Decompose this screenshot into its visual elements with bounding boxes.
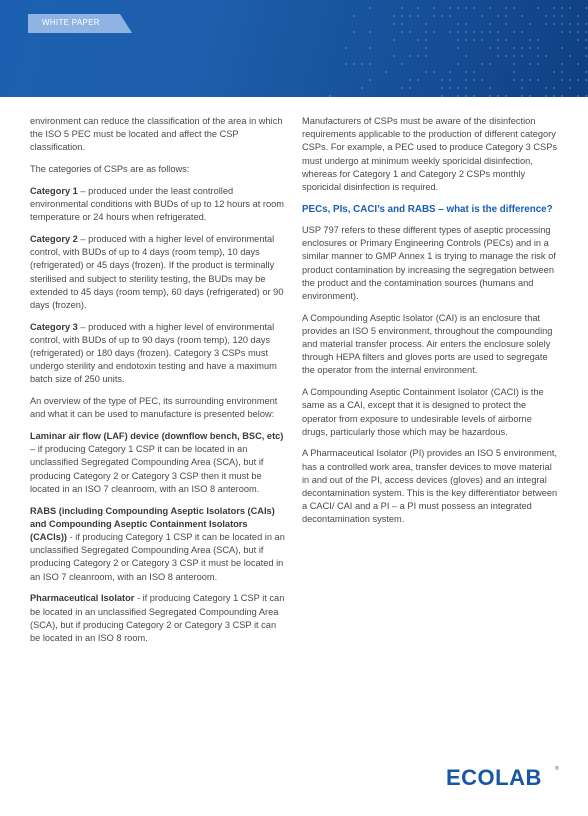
pattern-dot bbox=[529, 95, 531, 97]
pattern-dot bbox=[545, 95, 547, 97]
pattern-dot bbox=[561, 71, 563, 73]
pattern-dot bbox=[465, 31, 467, 33]
pattern-dot bbox=[353, 15, 355, 17]
pattern-dot bbox=[457, 47, 459, 49]
pattern-dot bbox=[457, 63, 459, 65]
category-2-label: Category 2 bbox=[30, 233, 78, 244]
pattern-dot bbox=[545, 15, 547, 17]
pattern-dot bbox=[505, 55, 507, 57]
usp797-paragraph: USP 797 refers to these different types of aseptic processing enclosures or Primary Engineering Controls (PECs) and in a similar manner to GMP Annex 1 is trying to manage the risk of product contamination by increasing the segregation between the product and the contamination sources (humans and environment). bbox=[302, 224, 556, 301]
pattern-dot bbox=[425, 47, 427, 49]
pattern-dot bbox=[585, 95, 587, 97]
laf-paragraph bbox=[30, 430, 286, 496]
pattern-dot bbox=[457, 31, 459, 33]
pattern-dot bbox=[481, 63, 483, 65]
pattern-dot bbox=[361, 87, 363, 89]
pattern-dot bbox=[401, 31, 403, 33]
pattern-dot bbox=[513, 63, 515, 65]
category-3-text: – produced with a higher level of environmental control, with BUDs of up to 90 days (room temp), 120 days (refrigerated) or 180 days (frozen). Category 3 CSPs must undergo sterility and endotoxin testing and have a maximum batch size of 250 units. bbox=[30, 321, 277, 385]
pattern-dot bbox=[537, 63, 539, 65]
pattern-dot bbox=[553, 71, 555, 73]
pattern-dot bbox=[569, 55, 571, 57]
categories-intro: The categories of CSPs are as follows: bbox=[30, 164, 190, 175]
pattern-dot bbox=[577, 23, 579, 25]
disinfection-paragraph: Manufacturers of CSPs must be aware of the disinfection requirements applicable to the production of different category CSPs. For example, a PEC used to produce Category 3 CSPs must undergo at minimum weekly sporicidal disinfection, whereas for Category 1 and Category 2 CSPs monthly sporicidal disinfection is required. bbox=[302, 116, 558, 193]
pattern-dot bbox=[329, 95, 331, 97]
rabs-paragraph bbox=[30, 505, 286, 584]
pattern-dot bbox=[409, 87, 411, 89]
pattern-dot bbox=[577, 15, 579, 17]
laf-label: Laminar air flow (LAF) device (downflow bench, BSC, etc) bbox=[30, 431, 284, 442]
pattern-dot bbox=[513, 31, 515, 33]
pattern-dot bbox=[537, 7, 539, 9]
pattern-dot bbox=[457, 23, 459, 25]
pattern-dot bbox=[457, 95, 459, 97]
pattern-dot bbox=[449, 71, 451, 73]
pattern-dot bbox=[417, 7, 419, 9]
pattern-dot bbox=[393, 15, 395, 17]
pattern-dot bbox=[385, 71, 387, 73]
pattern-dot bbox=[513, 55, 515, 57]
pattern-dot bbox=[345, 63, 347, 65]
pattern-dot bbox=[529, 63, 531, 65]
pattern-dot bbox=[521, 95, 523, 97]
pattern-dot bbox=[345, 47, 347, 49]
pattern-dot bbox=[481, 79, 483, 81]
category-3-label: Category 3 bbox=[30, 321, 78, 332]
pattern-dot bbox=[481, 31, 483, 33]
pattern-dot bbox=[409, 55, 411, 57]
pattern-dot bbox=[489, 7, 491, 9]
rabs-label: RABS (including Compounding Aseptic Isolators (CAIs) and Compounding Aseptic Containment Isolators (CACIs)) bbox=[30, 505, 275, 542]
pattern-dot bbox=[401, 63, 403, 65]
pattern-dot bbox=[473, 31, 475, 33]
pattern-dot bbox=[457, 39, 459, 41]
pattern-dot bbox=[537, 55, 539, 57]
pattern-dot bbox=[433, 7, 435, 9]
pattern-dot bbox=[585, 7, 587, 9]
pattern-dot bbox=[409, 15, 411, 17]
pattern-dot bbox=[441, 79, 443, 81]
pattern-dot bbox=[561, 31, 563, 33]
pattern-dot bbox=[393, 39, 395, 41]
pattern-dot bbox=[369, 47, 371, 49]
pattern-dot bbox=[465, 95, 467, 97]
pattern-dot bbox=[457, 87, 459, 89]
pattern-dot bbox=[441, 95, 443, 97]
pattern-dot bbox=[473, 71, 475, 73]
pattern-dot bbox=[433, 71, 435, 73]
pattern-dot bbox=[465, 7, 467, 9]
pattern-dot bbox=[449, 87, 451, 89]
pattern-dot bbox=[489, 63, 491, 65]
pattern-dot bbox=[569, 79, 571, 81]
pattern-dot bbox=[585, 71, 587, 73]
pattern-dot bbox=[505, 15, 507, 17]
pattern-dot bbox=[497, 47, 499, 49]
pattern-dot bbox=[465, 23, 467, 25]
pattern-dot bbox=[545, 87, 547, 89]
pattern-dot bbox=[529, 47, 531, 49]
pattern-dot bbox=[513, 7, 515, 9]
pattern-dot bbox=[489, 47, 491, 49]
pi-definition-paragraph: A Pharmaceutical Isolator (PI) provides an ISO 5 environment, has a controlled work area, transfer devices to move material in and out of the PI, access devices (gloves) and an integral decontamination system. This is the key differentiator between a CACI/ CAI and a PI – a PI must possess an integrated decontamination system. bbox=[302, 448, 558, 525]
pattern-dot bbox=[417, 39, 419, 41]
pattern-dot bbox=[417, 79, 419, 81]
pattern-dot bbox=[577, 79, 579, 81]
pattern-dot bbox=[489, 87, 491, 89]
pattern-dot bbox=[553, 95, 555, 97]
category-1-text: – produced under the least controlled environmental conditions with BUDs of up to 12 hours at room temperature or 24 hours when refrigerated. bbox=[30, 185, 284, 223]
pattern-dot bbox=[537, 79, 539, 81]
pattern-dot bbox=[425, 39, 427, 41]
pattern-dot bbox=[409, 31, 411, 33]
pattern-dot bbox=[425, 71, 427, 73]
pattern-dot bbox=[585, 23, 587, 25]
pattern-dot bbox=[521, 87, 523, 89]
pattern-dot bbox=[513, 71, 515, 73]
pattern-dot bbox=[465, 87, 467, 89]
pattern-dot bbox=[393, 23, 395, 25]
pattern-dot bbox=[473, 39, 475, 41]
category-1-label: Category 1 bbox=[30, 185, 78, 196]
category-3-paragraph bbox=[30, 321, 286, 387]
pattern-dot bbox=[481, 15, 483, 17]
tag-label: WHITE PAPER bbox=[42, 18, 100, 27]
pattern-dot bbox=[465, 39, 467, 41]
pattern-dot bbox=[521, 55, 523, 57]
pattern-dot bbox=[529, 79, 531, 81]
pattern-dot bbox=[505, 23, 507, 25]
category-1-paragraph bbox=[30, 185, 286, 225]
pattern-dot bbox=[433, 15, 435, 17]
ecolab-logo bbox=[446, 765, 562, 791]
pattern-dot bbox=[585, 31, 587, 33]
category-2-paragraph bbox=[30, 233, 286, 312]
pattern-dot bbox=[505, 7, 507, 9]
pattern-dot bbox=[489, 31, 491, 33]
pattern-dot bbox=[497, 31, 499, 33]
pattern-dot bbox=[569, 23, 571, 25]
pattern-dot bbox=[401, 7, 403, 9]
pattern-dot bbox=[497, 95, 499, 97]
pattern-dot bbox=[553, 23, 555, 25]
pattern-dot bbox=[369, 7, 371, 9]
header-banner bbox=[0, 0, 588, 97]
pattern-dot bbox=[577, 39, 579, 41]
pattern-dot bbox=[585, 79, 587, 81]
pattern-dot bbox=[521, 47, 523, 49]
pattern-dot bbox=[561, 7, 563, 9]
pattern-dot bbox=[529, 23, 531, 25]
pattern-dot bbox=[505, 39, 507, 41]
pattern-dot bbox=[545, 23, 547, 25]
pattern-dot bbox=[497, 39, 499, 41]
pattern-dot bbox=[441, 87, 443, 89]
pattern-dot bbox=[417, 55, 419, 57]
pattern-dot bbox=[401, 87, 403, 89]
pattern-dot bbox=[553, 15, 555, 17]
logo-text: ECOLAB bbox=[446, 765, 542, 790]
pattern-dot bbox=[553, 87, 555, 89]
pattern-dot bbox=[569, 87, 571, 89]
pi-text: - if producing Category 1 CSP it can be located in an unclassified Segregated Compounding Area (SCA), but if producing Category 2 or Category 3 CSP it can be located in an ISO 8 room. bbox=[30, 593, 285, 643]
pattern-dot bbox=[569, 31, 571, 33]
pattern-dot bbox=[489, 95, 491, 97]
pattern-dot bbox=[417, 15, 419, 17]
pattern-dot bbox=[353, 31, 355, 33]
pattern-dot bbox=[585, 39, 587, 41]
pattern-dot bbox=[425, 31, 427, 33]
laf-text: – if producing Category 1 CSP it can be located in an unclassified Segregated Compounding Area (SCA), but if producing Category 2 or Category 3 CSP then it must be located in an ISO 7 cleanroom, with an ISO 8 anteroom. bbox=[30, 444, 264, 494]
pattern-dot bbox=[481, 39, 483, 41]
pattern-dot bbox=[521, 31, 523, 33]
pattern-dot bbox=[561, 47, 563, 49]
pattern-dot bbox=[561, 63, 563, 65]
pattern-dot bbox=[513, 47, 515, 49]
pattern-dot bbox=[473, 7, 475, 9]
pattern-dot bbox=[473, 79, 475, 81]
pattern-dot bbox=[561, 79, 563, 81]
pi-paragraph bbox=[30, 592, 286, 645]
pattern-dot bbox=[409, 79, 411, 81]
pattern-dot bbox=[449, 15, 451, 17]
pattern-dot bbox=[537, 47, 539, 49]
right-column bbox=[302, 115, 558, 535]
pattern-dot bbox=[353, 63, 355, 65]
pattern-dot bbox=[521, 79, 523, 81]
pattern-dot bbox=[369, 63, 371, 65]
pattern-dot bbox=[433, 31, 435, 33]
pattern-dot bbox=[585, 55, 587, 57]
pattern-dot bbox=[457, 7, 459, 9]
pattern-dot bbox=[441, 15, 443, 17]
category-2-text: – produced with a higher level of environmental control, with BUDs of up to 4 days (room temp), 10 days (refrigerated) or 45 days (frozen). If the product is terminally sterilised and subject to sterility testing, the BUDs may be extended to 45 days (room temp), 60 days (refrigerated) or 90 days (frozen). bbox=[30, 233, 284, 310]
overview-paragraph: An overview of the type of PEC, its surrounding environment and what it can be used to manufacture is presented below: bbox=[30, 396, 278, 420]
pattern-dot bbox=[505, 95, 507, 97]
intro-paragraph: environment can reduce the classification of the area in which the ISO 5 PEC must be located and affect the CSP classification. bbox=[30, 116, 283, 153]
pattern-dot bbox=[521, 15, 523, 17]
pattern-dot bbox=[585, 47, 587, 49]
pattern-dot bbox=[561, 15, 563, 17]
caci-paragraph: A Compounding Aseptic Containment Isolator (CACI) is the same as a CAI, except that it is designed to protect the operator from exposure to undesirable levels of airborne drugs, particularly those which may be hazardous. bbox=[302, 387, 544, 437]
rabs-text: - if producing Category 1 CSP it can be located in an unclassified Segregated Compounding Area (SCA), but if producing Category 2 or Category 3 CSP it must be located in an ISO 7 cleanroom, with an ISO 8 anteroom. bbox=[30, 531, 285, 582]
pattern-dot bbox=[425, 23, 427, 25]
pattern-dot bbox=[529, 39, 531, 41]
pattern-dot bbox=[425, 55, 427, 57]
pi-label: Pharmaceutical Isolator bbox=[30, 593, 135, 604]
pattern-dot bbox=[465, 79, 467, 81]
pattern-dot bbox=[537, 39, 539, 41]
pattern-dot bbox=[553, 7, 555, 9]
pattern-dot bbox=[545, 55, 547, 57]
pattern-dot bbox=[401, 15, 403, 17]
pattern-dot bbox=[401, 23, 403, 25]
cai-paragraph: A Compounding Aseptic Isolator (CAI) is an enclosure that provides an ISO 5 environment, throughout the compounding and material transfer process. Air enters the enclosure solely through HEPA filters and gloves ports are used to segregate the operator from the internal environment. bbox=[302, 312, 553, 376]
pattern-dot bbox=[465, 55, 467, 57]
pattern-dot bbox=[577, 63, 579, 65]
pattern-dot bbox=[449, 31, 451, 33]
section-heading: PECs, PIs, CACI’s and RABS – what is the difference? bbox=[302, 203, 553, 215]
pattern-dot bbox=[393, 55, 395, 57]
pattern-dot bbox=[369, 79, 371, 81]
pattern-dot bbox=[369, 31, 371, 33]
pattern-dot bbox=[473, 95, 475, 97]
pattern-dot bbox=[561, 95, 563, 97]
pattern-dot bbox=[449, 79, 451, 81]
pattern-dot bbox=[569, 7, 571, 9]
pattern-dot bbox=[497, 15, 499, 17]
pattern-dot bbox=[361, 63, 363, 65]
pattern-dot bbox=[465, 71, 467, 73]
pattern-dot bbox=[497, 55, 499, 57]
white-paper-tag bbox=[28, 14, 132, 33]
left-column bbox=[30, 115, 286, 654]
pattern-dot bbox=[449, 7, 451, 9]
pattern-dot bbox=[513, 79, 515, 81]
pattern-dot bbox=[577, 95, 579, 97]
pattern-dot bbox=[489, 23, 491, 25]
registered-mark: ® bbox=[555, 766, 559, 772]
pattern-dot bbox=[561, 23, 563, 25]
pattern-dot bbox=[577, 31, 579, 33]
